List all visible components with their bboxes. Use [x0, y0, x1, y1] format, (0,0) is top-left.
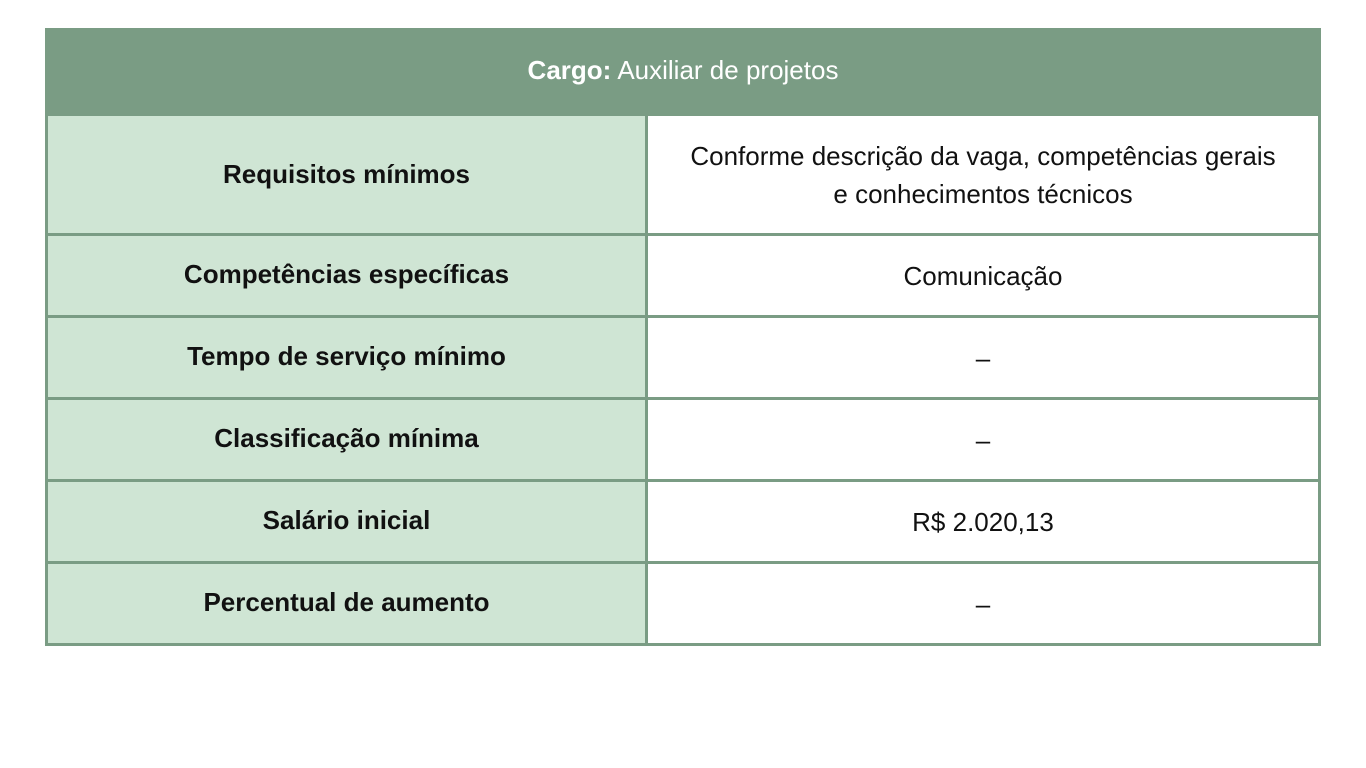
row-label-competencias: Competências específicas	[48, 236, 648, 315]
row-value-tempo-servico: –	[648, 318, 1318, 397]
table-row	[48, 561, 1318, 643]
row-label-salario: Salário inicial	[48, 482, 648, 561]
row-value-salario: R$ 2.020,13	[648, 482, 1318, 561]
table-row	[48, 479, 1318, 561]
table-row	[48, 397, 1318, 479]
header-key: Cargo:	[527, 55, 612, 85]
row-label-percentual: Percentual de aumento	[48, 564, 648, 643]
row-value-competencias: Comunicação	[648, 236, 1318, 315]
row-label-tempo-servico: Tempo de serviço mínimo	[48, 318, 648, 397]
row-label-requisitos: Requisitos mínimos	[48, 116, 648, 233]
row-value-percentual: –	[648, 564, 1318, 643]
row-value-requisitos: Conforme descrição da vaga, competências gerais e conhecimentos técnicos	[648, 116, 1318, 233]
header-value: Auxiliar de projetos	[617, 55, 839, 85]
table-header	[48, 28, 1318, 113]
row-value-classificacao: –	[648, 400, 1318, 479]
table-row	[48, 315, 1318, 397]
job-info-table	[45, 28, 1321, 646]
table-row	[48, 113, 1318, 233]
table-row	[48, 233, 1318, 315]
row-label-classificacao: Classificação mínima	[48, 400, 648, 479]
